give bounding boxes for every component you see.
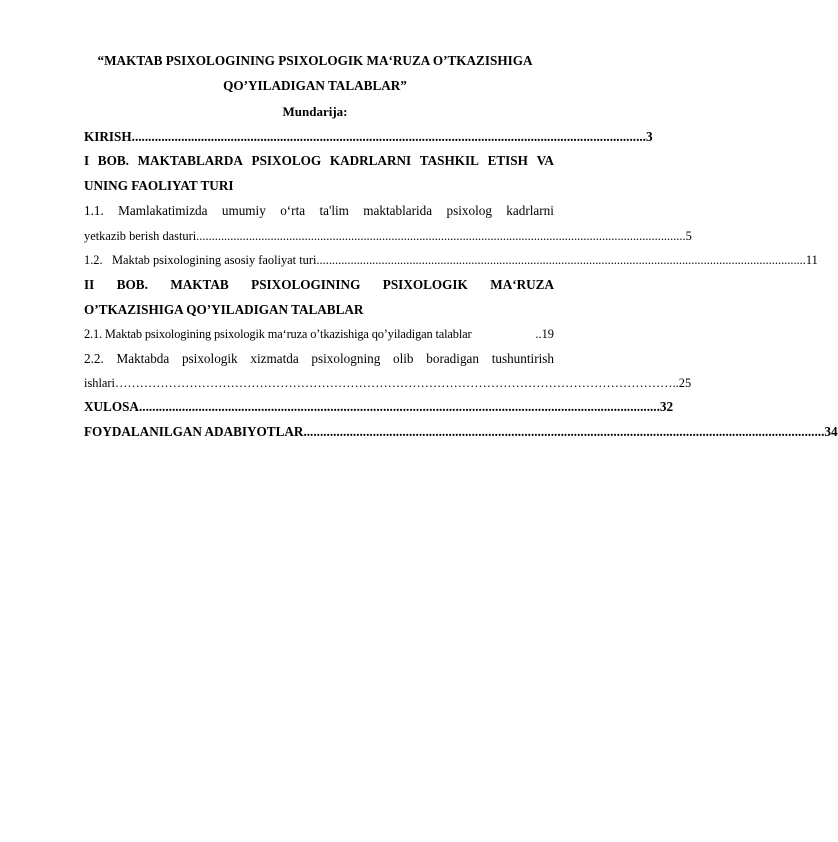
toc-label: KIRISH bbox=[84, 129, 132, 144]
toc-page-number: ..25 bbox=[672, 376, 692, 390]
word: psixolog bbox=[446, 203, 492, 218]
word: PSIXOLOGIK bbox=[382, 277, 468, 292]
toc-page-number: 34 bbox=[824, 424, 838, 439]
word: Maktabda bbox=[116, 351, 170, 366]
toc-page-number: 5 bbox=[685, 229, 692, 243]
word: umumiy bbox=[221, 203, 266, 218]
word: xizmatda bbox=[250, 351, 299, 366]
word: 1.1. bbox=[84, 203, 104, 218]
toc-number: 1.2. bbox=[84, 253, 103, 267]
toc-entry-xulosa[interactable] bbox=[84, 399, 674, 415]
word: ta'lim bbox=[319, 203, 349, 218]
toc-entry-2-2-line-2[interactable] bbox=[84, 375, 692, 391]
toc-label: XULOSA bbox=[84, 399, 139, 414]
toc-label: yetkazib berish dasturi bbox=[84, 229, 197, 243]
word: BOB. bbox=[116, 277, 148, 292]
toc-entry-bob2-line-1[interactable] bbox=[84, 277, 554, 293]
word: II bbox=[84, 277, 95, 292]
toc-page-number: ..19 bbox=[535, 327, 554, 341]
toc-entry-1-1-line-1[interactable] bbox=[84, 203, 554, 219]
word: PSIXOLOG bbox=[251, 153, 322, 168]
toc-page-number: 3 bbox=[645, 129, 653, 144]
word: KADRLARNI bbox=[329, 153, 412, 168]
document-title-line-2: QO’YILADIGAN TALABLAR” bbox=[223, 78, 407, 93]
word: psixologik bbox=[181, 351, 238, 366]
toc-label: 2.1. Maktab psixologining psixologik ma‘ruza o’tkazishiga qo’yiladigan talablar bbox=[84, 327, 472, 341]
toc-leader-dots: ............................................................................................................................................................ bbox=[131, 129, 646, 144]
word: 2.2. bbox=[84, 351, 104, 366]
word: TASHKIL bbox=[419, 153, 479, 168]
toc-entry-2-1[interactable] bbox=[84, 326, 554, 342]
toc-leader-dots: .............................................................................................................................................................. bbox=[196, 229, 686, 243]
word: BOB. bbox=[97, 153, 129, 168]
contents-heading: Mundarija: bbox=[282, 104, 348, 119]
toc-entry-bob2-line-2[interactable]: O’TKAZISHIGA QO’YILADIGAN TALABLAR bbox=[84, 302, 364, 317]
word: maktablarida bbox=[363, 203, 433, 218]
toc-entry-bob1-line-1[interactable] bbox=[84, 153, 554, 169]
word: o‘rta bbox=[280, 203, 306, 218]
word: ETISH bbox=[487, 153, 528, 168]
word: MAKTABLARDA bbox=[137, 153, 243, 168]
toc-leader-dots: ……………………………………………………………………………………………………………………… bbox=[114, 376, 673, 390]
word: MA‘RUZA bbox=[490, 277, 554, 292]
toc-page-number: 32 bbox=[659, 399, 674, 414]
toc-entry-2-2-line-1[interactable] bbox=[84, 351, 554, 367]
word: Mamlakatimizda bbox=[118, 203, 208, 218]
word: PSIXOLOGINING bbox=[251, 277, 361, 292]
toc-entry-1-1-line-2[interactable] bbox=[84, 228, 692, 244]
toc-entry-kirish[interactable] bbox=[84, 129, 653, 145]
toc-leader-dots: .............................................................................................................................................................. bbox=[138, 399, 660, 414]
word: kadrlarni bbox=[506, 203, 554, 218]
document-title-line-1: “MAKTAB PSIXOLOGINING PSIXOLOGIK MA‘RUZA O’TKAZISHIGA bbox=[97, 53, 533, 68]
word: psixologning bbox=[311, 351, 381, 366]
word: I bbox=[84, 153, 90, 168]
toc-leader-dots: .............................................................................................................................................................. bbox=[303, 424, 825, 439]
toc-entry-bob1-line-2[interactable]: UNING FAOLIYAT TURI bbox=[84, 178, 234, 193]
toc-label: FOYDALANILGAN ADABIYOTLAR bbox=[84, 424, 304, 439]
word: boradigan bbox=[426, 351, 479, 366]
word: MAKTAB bbox=[170, 277, 229, 292]
toc-page-number: 11 bbox=[805, 253, 818, 267]
toc-entry-1-2[interactable] bbox=[84, 252, 818, 268]
word: VA bbox=[536, 153, 554, 168]
toc-entry-adabiyotlar[interactable] bbox=[84, 424, 838, 440]
toc-label: Maktab psixologining asosiy faoliyat turi bbox=[112, 253, 317, 267]
toc-label: ishlari bbox=[84, 376, 115, 390]
word: olib bbox=[393, 351, 414, 366]
toc-leader-dots: .............................................................................................................................................................. bbox=[316, 253, 806, 267]
word: tushuntirish bbox=[491, 351, 554, 366]
